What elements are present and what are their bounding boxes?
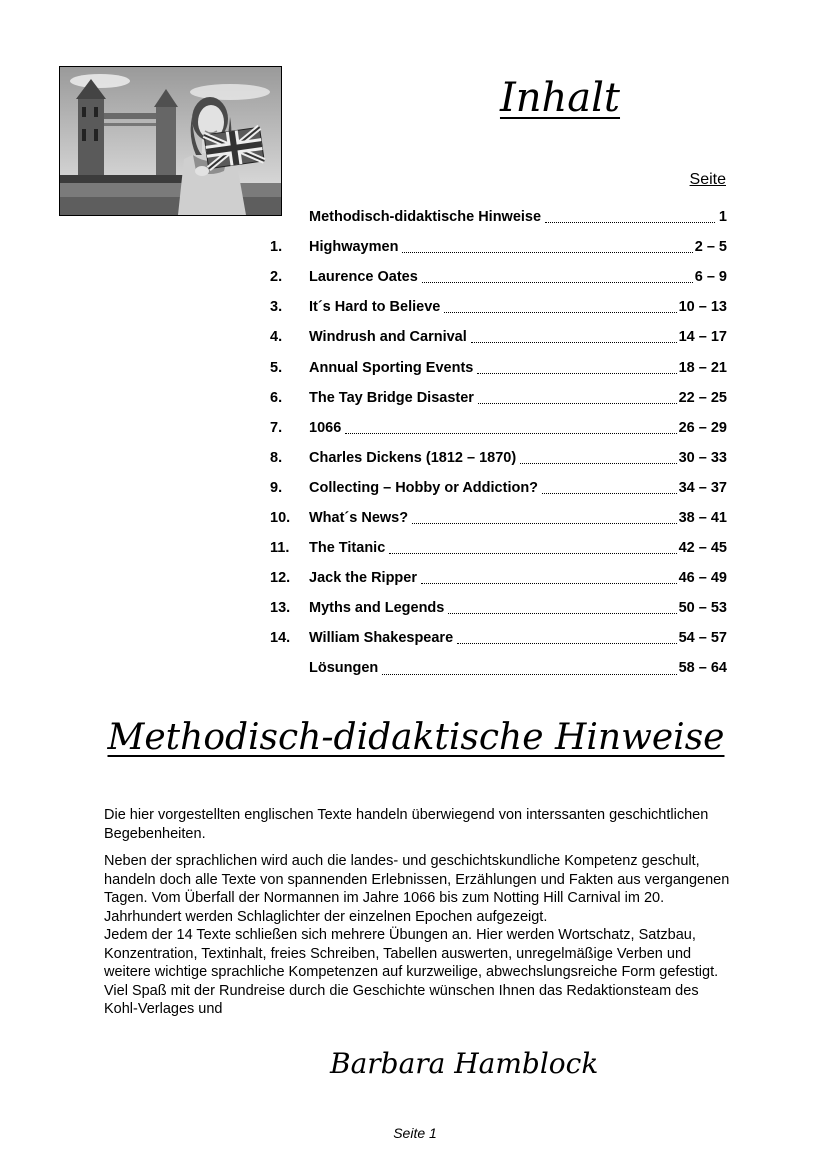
toc-entry-title: Annual Sporting Events bbox=[309, 359, 474, 376]
paragraph-competence: Neben der sprachlichen wird auch die landes- und geschichtskundliche Kompetenz geschult, handeln doch alle Texte von spannenden Erlebnissen, Erzählungen und Fakten aus vergangenen Tagen. Vom Überfall der Normannen im Jahre 1066 bis zum Notting Hill Carnival im 20. Jahrhundert werden Schlaglichter der einzelnen Epochen aufgezeigt. bbox=[104, 853, 730, 925]
toc-entry-pages: 14 – 17 bbox=[678, 329, 727, 346]
toc-dot-leader bbox=[520, 443, 678, 473]
toc-dot-leader bbox=[477, 352, 678, 382]
toc-entry-title: Lösungen bbox=[309, 660, 379, 677]
toc-entry bbox=[262, 623, 727, 653]
toc-entry-number: 12. bbox=[270, 570, 291, 587]
toc-dot-leader bbox=[444, 292, 678, 322]
paragraph-intro: Die hier vorgestellten englischen Texte handeln überwiegend von interssanten geschichtlichen Begebenheiten. bbox=[104, 807, 709, 842]
toc-entry-title: Myths and Legends bbox=[309, 600, 445, 617]
section-title: Methodisch-didaktische Hinweise bbox=[107, 717, 725, 758]
toc-entry-pages: 46 – 49 bbox=[678, 570, 727, 587]
toc-entry-title: 1066 bbox=[309, 419, 342, 436]
toc-entry-pages: 50 – 53 bbox=[678, 600, 727, 617]
toc-entry bbox=[262, 322, 727, 352]
toc-entry-title: Methodisch-didaktische Hinweise bbox=[309, 209, 542, 226]
paragraph-closing: Viel Spaß mit der Rundreise durch die Geschichte wünschen Ihnen das Redaktionsteam des Kohl-Verlages und bbox=[104, 982, 699, 1017]
toc-page-column-header: Seite bbox=[689, 171, 726, 188]
toc-entry bbox=[262, 593, 727, 623]
toc-entry-pages: 2 – 5 bbox=[694, 239, 727, 256]
toc-entry-pages: 30 – 33 bbox=[678, 449, 727, 466]
toc-entry bbox=[262, 262, 727, 292]
toc-entry bbox=[262, 563, 727, 593]
toc-dot-leader bbox=[382, 653, 678, 683]
toc-entry bbox=[262, 383, 727, 413]
toc-entry bbox=[262, 413, 727, 443]
toc-entry bbox=[262, 443, 727, 473]
toc-entry-number: 4. bbox=[270, 329, 283, 346]
toc-entry-pages: 22 – 25 bbox=[678, 389, 727, 406]
toc-dot-leader bbox=[471, 322, 679, 352]
toc-entry-number: 6. bbox=[270, 389, 283, 406]
toc-entry-number: 2. bbox=[270, 269, 283, 286]
toc-entry-number: 14. bbox=[270, 630, 291, 647]
toc-dot-leader bbox=[542, 473, 679, 503]
toc-entry-number: 10. bbox=[270, 509, 291, 526]
toc-entry-number: 8. bbox=[270, 449, 283, 466]
toc-list bbox=[262, 202, 727, 684]
toc-entry bbox=[262, 653, 727, 683]
toc-entry-pages: 34 – 37 bbox=[678, 479, 727, 496]
page-number: Seite 1 bbox=[393, 1125, 437, 1141]
toc-dot-leader bbox=[389, 533, 678, 563]
toc-entry bbox=[262, 503, 727, 533]
toc-entry bbox=[262, 473, 727, 503]
toc-entry-number: 11. bbox=[270, 540, 290, 557]
toc-entry-number: 5. bbox=[270, 359, 283, 376]
toc-entry bbox=[262, 352, 727, 382]
toc-entry-pages: 18 – 21 bbox=[678, 359, 727, 376]
toc-title: Inhalt bbox=[499, 75, 621, 121]
toc-entry-title: Jack the Ripper bbox=[309, 570, 417, 587]
toc-dot-leader bbox=[448, 593, 678, 623]
toc-entry-pages: 54 – 57 bbox=[678, 630, 727, 647]
toc-entry-pages: 10 – 13 bbox=[678, 299, 727, 316]
toc-entry-number: 3. bbox=[270, 299, 283, 316]
toc-entry-title: Collecting – Hobby or Addiction? bbox=[309, 479, 539, 496]
toc-entry-title: Highwaymen bbox=[309, 239, 399, 256]
toc-entry-pages: 42 – 45 bbox=[678, 540, 727, 557]
toc-entry-pages: 58 – 64 bbox=[678, 660, 727, 677]
toc-dot-leader bbox=[422, 262, 695, 292]
toc-entry-title: The Tay Bridge Disaster bbox=[309, 389, 474, 406]
toc-entry-title: William Shakespeare bbox=[309, 630, 454, 647]
toc-dot-leader bbox=[402, 232, 694, 262]
toc-entry-number: 13. bbox=[270, 600, 291, 617]
toc-entry-pages: 26 – 29 bbox=[678, 419, 727, 436]
toc-entry bbox=[262, 202, 727, 232]
toc-entry bbox=[262, 533, 727, 563]
toc-entry-pages: 38 – 41 bbox=[678, 509, 727, 526]
toc-entry-title: Laurence Oates bbox=[309, 269, 418, 286]
author-signature: Barbara Hamblock bbox=[330, 1047, 599, 1080]
toc-dot-leader bbox=[421, 563, 679, 593]
toc-entry bbox=[262, 292, 727, 322]
toc-entry-pages: 6 – 9 bbox=[694, 269, 727, 286]
cover-photo bbox=[59, 66, 282, 216]
toc-entry-title: The Titanic bbox=[309, 540, 386, 557]
toc-entry-title: Windrush and Carnival bbox=[309, 329, 467, 346]
toc-entry bbox=[262, 232, 727, 262]
toc-dot-leader bbox=[478, 383, 679, 413]
toc-entry-title: What´s News? bbox=[309, 509, 409, 526]
toc-dot-leader bbox=[345, 413, 678, 443]
toc-entry-pages: 1 bbox=[718, 209, 727, 226]
toc-entry-number: 9. bbox=[270, 479, 283, 496]
paragraph-exercises: Jedem der 14 Texte schließen sich mehrere Übungen an. Hier werden Wortschatz, Satzbau, Konzentration, Textinhalt, freies Schreiben, Tabellen auswerten, unregelmäßige Verben und weitere wichtige sprachliche Kompetenzen auf kurzweilige, abwechslungsreiche Form gefestigt. bbox=[104, 927, 719, 980]
section-body bbox=[104, 806, 734, 1019]
toc-dot-leader bbox=[545, 202, 717, 232]
toc-dot-leader bbox=[457, 623, 678, 653]
toc-entry-title: Charles Dickens (1812 – 1870) bbox=[309, 449, 517, 466]
toc-entry-number: 1. bbox=[270, 239, 283, 256]
toc-entry-title: It´s Hard to Believe bbox=[309, 299, 441, 316]
toc-dot-leader bbox=[412, 503, 679, 533]
toc-entry-number: 7. bbox=[270, 419, 283, 436]
